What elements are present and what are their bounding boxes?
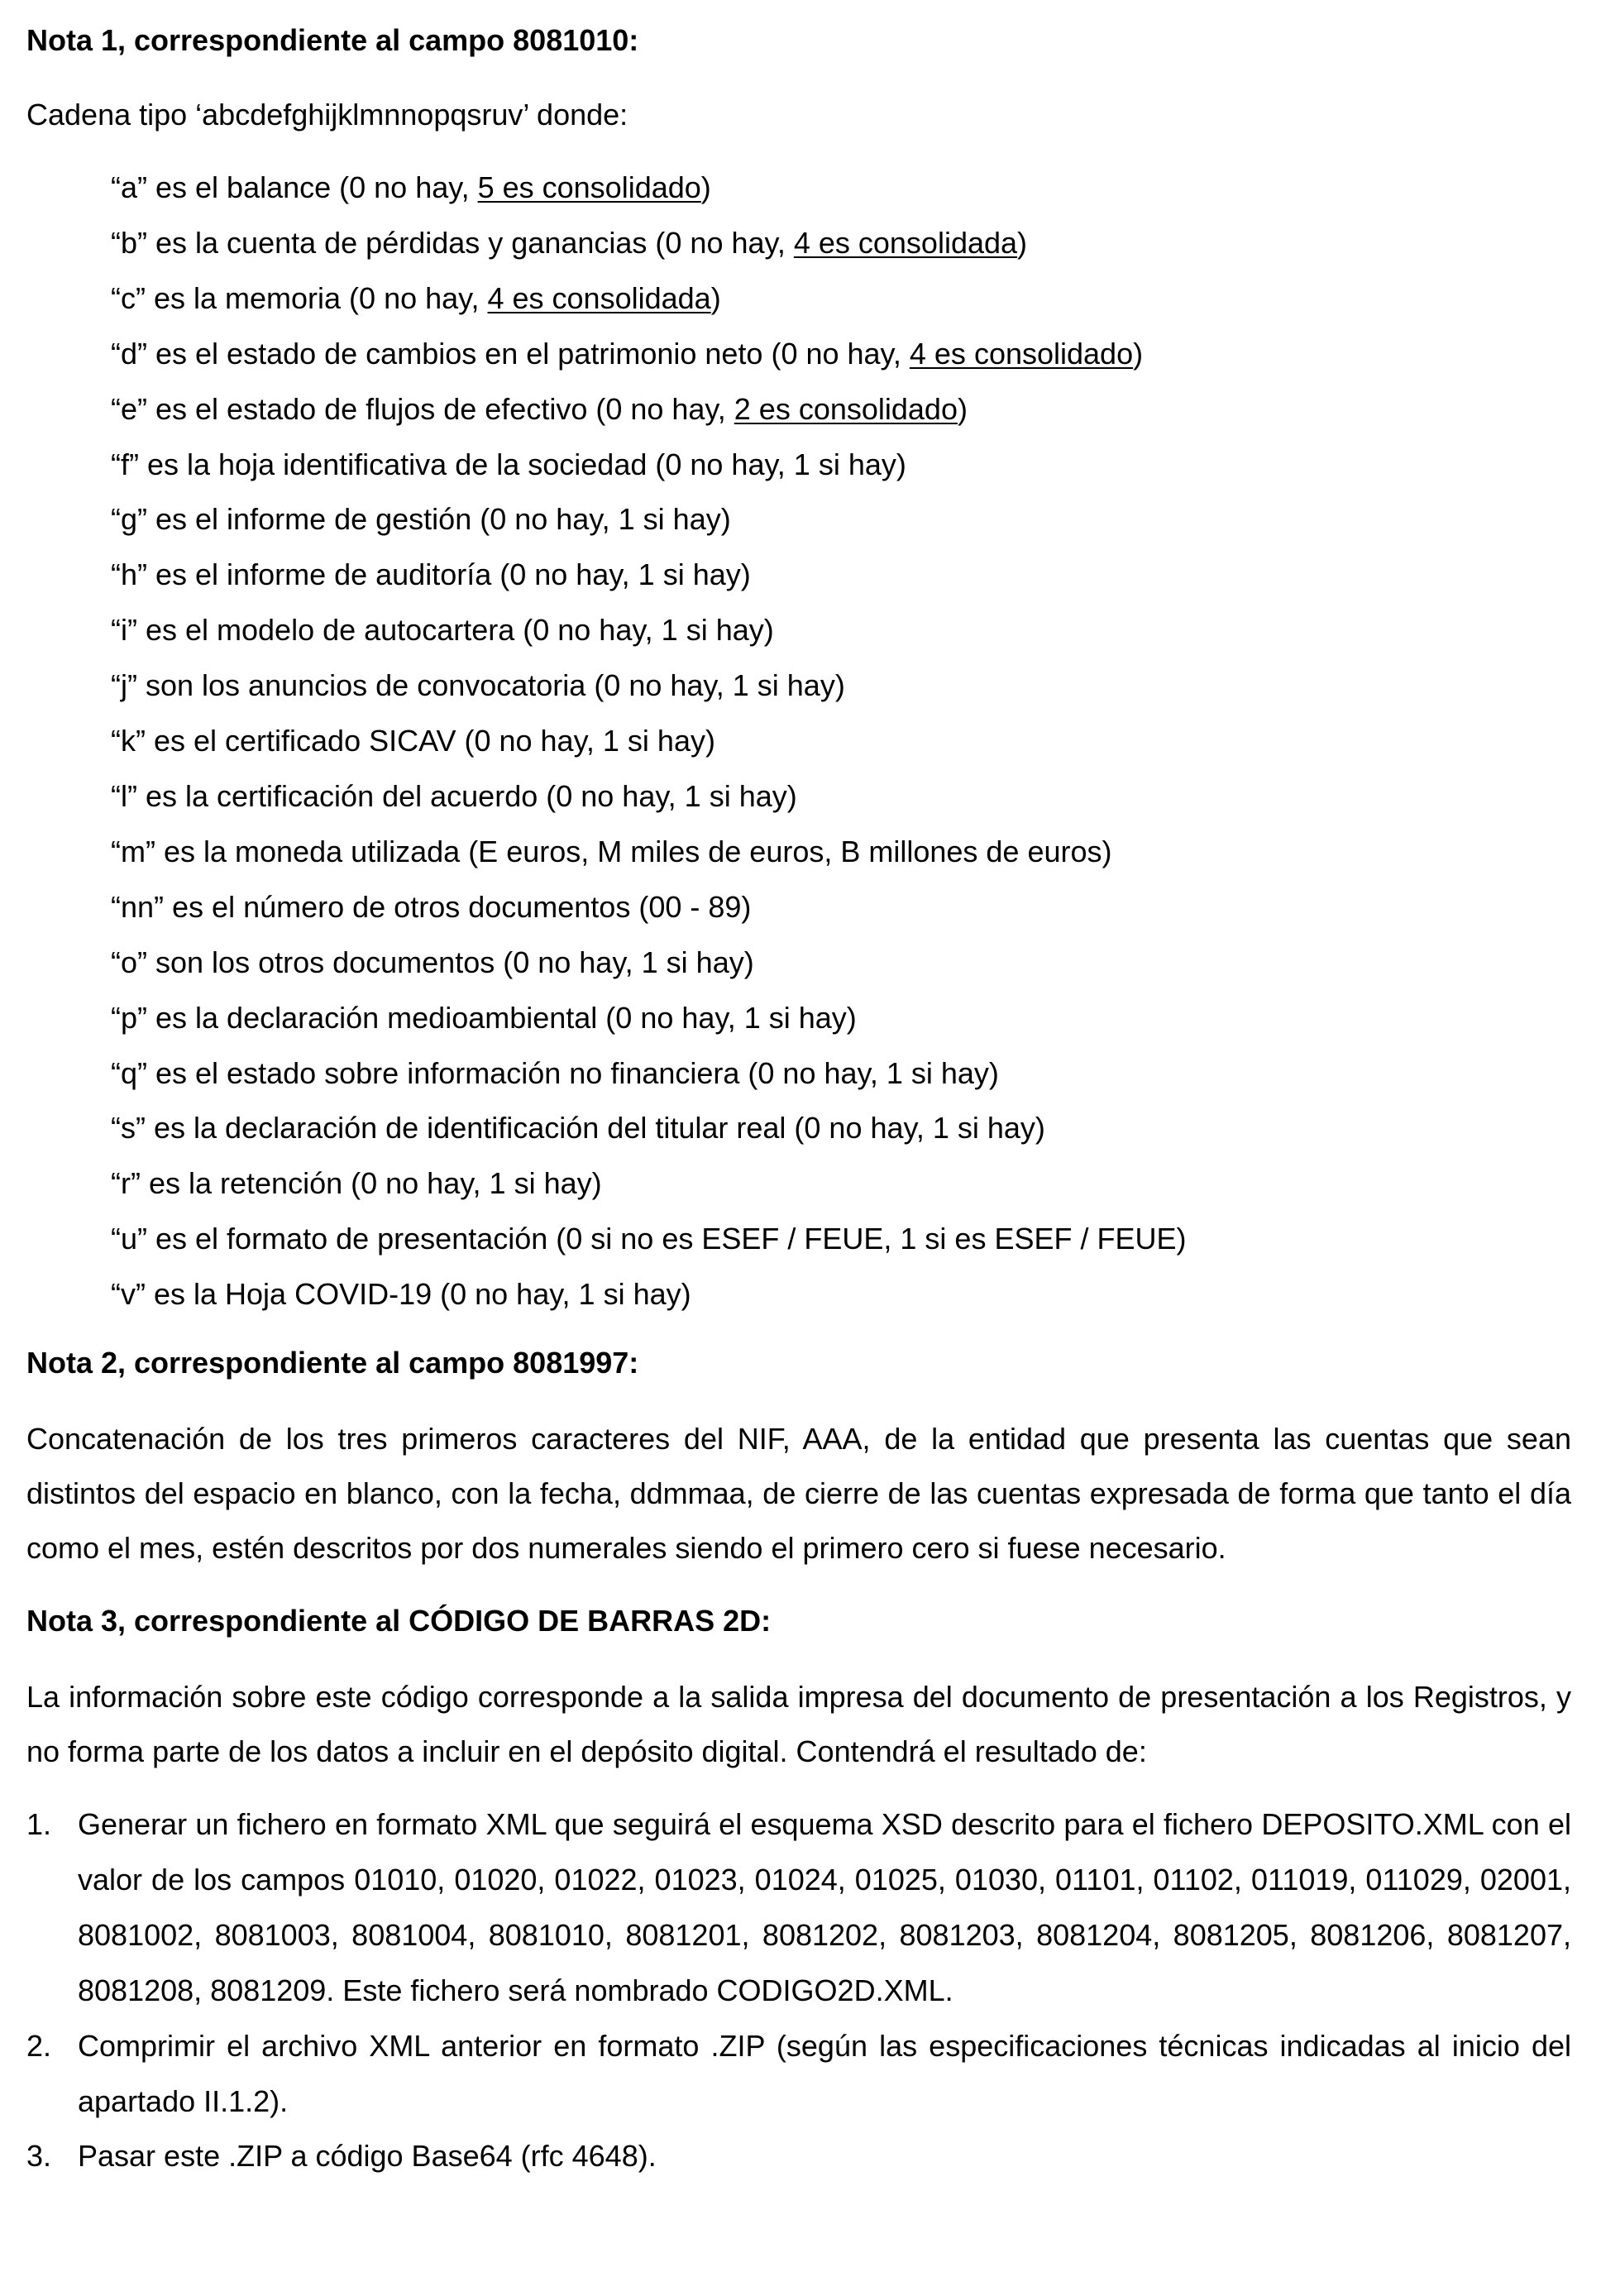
nota-3-step (26, 2129, 1571, 2184)
nota-1-item (111, 1046, 1571, 1102)
item-text: “j” son los anuncios de convocatoria (0 no hay, 1 si hay) (111, 668, 845, 703)
item-text-suffix: ) (710, 280, 721, 315)
item-text-suffix: ) (1133, 336, 1144, 371)
nota-1-item (111, 714, 1571, 769)
item-text: “v” es la Hoja COVID-19 (0 no hay, 1 si hay) (111, 1277, 691, 1312)
item-text: “i” es el modelo de autocartera (0 no hay, 1 si hay) (111, 613, 774, 648)
nota-1-item (111, 1267, 1571, 1323)
nota-1-item (111, 160, 1571, 216)
step-number: 2. (26, 2028, 52, 2063)
step-text: Generar un fichero en formato XML que seguirá el esquema XSD descrito para el fichero DEPOSITO.XML con el valor de los campos 01010, 01020, 01022, 01023, 01024, 01025, 01030, 01101, 01102, 011019, 011029, 02001, 8081002, 8081003, 8081004, 8081010, 8081201, 8081202, 8081203, 8081204, 8081205, 8081206, 8081207, 8081208, 8081209. Este fichero será nombrado CODIGO2D.XML. (78, 1807, 1571, 2007)
nota-1-item (111, 216, 1571, 271)
nota-1-item (111, 382, 1571, 438)
item-text: “u” es el formato de presentación (0 si no es ESEF / FEUE, 1 si es ESEF / FEUE) (111, 1222, 1187, 1256)
nota-1-intro: Cadena tipo ‘abcdefghijklmnnopqsruv’ donde: (26, 98, 628, 132)
item-text: “q” es el estado sobre información no financiera (0 no hay, 1 si hay) (111, 1055, 999, 1090)
nota-1-item (111, 603, 1571, 658)
item-text: “h” es el informe de auditoría (0 no hay, 1 si hay) (111, 557, 751, 592)
item-text: “l” es la certificación del acuerdo (0 no hay, 1 si hay) (111, 778, 797, 813)
item-text: “e” es el estado de flujos de efectivo (0 no hay, (111, 391, 734, 426)
nota-1-item (111, 271, 1571, 327)
nota-3-step (26, 1797, 1571, 2019)
nota-1-item (111, 327, 1571, 382)
step-text: Pasar este .ZIP a código Base64 (rfc 4648). (78, 2139, 657, 2174)
item-text: “b” es la cuenta de pérdidas y ganancias (0 no hay, (111, 225, 794, 260)
nota-1-heading: Nota 1, correspondiente al campo 8081010: (26, 23, 639, 57)
item-text: “o” son los otros documentos (0 no hay, 1 si hay) (111, 945, 754, 979)
nota-1-item (111, 658, 1571, 714)
nota-1-item (111, 548, 1571, 603)
item-text: “a” es el balance (0 no hay, (111, 170, 478, 204)
step-text: Comprimir el archivo XML anterior en formato .ZIP (según las especificaciones técnicas indicadas al inicio del apartado II.1.2). (78, 2028, 1571, 2118)
item-text: “s” es la declaración de identificación del titular real (0 no hay, 1 si hay) (111, 1111, 1045, 1146)
item-underlined-value: 2 es consolidado (734, 391, 958, 426)
item-underlined-value: 5 es consolidado (477, 170, 701, 204)
nota-1-item (111, 1212, 1571, 1267)
nota-1-item (111, 825, 1571, 880)
item-text: “r” es la retención (0 no hay, 1 si hay) (111, 1166, 602, 1201)
nota-3-step-list (26, 1797, 1571, 2184)
nota-3-step (26, 2019, 1571, 2130)
item-text: “nn” es el número de otros documentos (00 - 89) (111, 889, 752, 924)
item-text: “m” es la moneda utilizada (E euros, M miles de euros, B millones de euros) (111, 834, 1112, 868)
nota-1-item (111, 492, 1571, 548)
nota-1-item (111, 880, 1571, 935)
nota-1-item (111, 935, 1571, 991)
nota-3-heading: Nota 3, correspondiente al CÓDIGO DE BARRAS 2D: (26, 1604, 772, 1638)
item-text: “d” es el estado de cambios en el patrimonio neto (0 no hay, (111, 336, 910, 371)
item-text: “p” es la declaración medioambiental (0 no hay, 1 si hay) (111, 1000, 857, 1035)
nota-1-item (111, 1156, 1571, 1212)
nota-3-paragraph: La información sobre este código corresponde a la salida impresa del documento de presentación a los Registros, y no forma parte de los datos a incluir en el depósito digital. Contendrá el resultado de: (26, 1680, 1571, 1769)
document-page (26, 18, 1571, 2184)
nota-1-item (111, 991, 1571, 1046)
item-text: “f” es la hoja identificativa de la sociedad (0 no hay, 1 si hay) (111, 447, 906, 481)
step-number: 3. (26, 2139, 52, 2174)
nota-2-paragraph: Concatenación de los tres primeros caracteres del NIF, AAA, de la entidad que presenta las cuentas que sean distintos del espacio en blanco, con la fecha, ddmmaa, de cierre de las cuentas expresada de forma que tanto el día como el mes, estén descritos por dos numerales siendo el primero cero si fuese necesario. (26, 1422, 1571, 1566)
item-text-suffix: ) (1017, 225, 1028, 260)
nota-2-heading: Nota 2, correspondiente al campo 8081997: (26, 1346, 639, 1380)
item-underlined-value: 4 es consolidado (909, 336, 1134, 371)
item-text: “g” es el informe de gestión (0 no hay, 1 si hay) (111, 502, 731, 537)
item-underlined-value: 4 es consolidada (793, 225, 1018, 260)
item-underlined-value: 4 es consolidada (487, 280, 711, 315)
item-text-suffix: ) (700, 170, 711, 204)
nota-1-item (111, 1101, 1571, 1156)
nota-1-item (111, 769, 1571, 825)
nota-1-item-list (26, 160, 1571, 1323)
item-text-suffix: ) (957, 391, 968, 426)
nota-1-item (111, 438, 1571, 493)
item-text: “k” es el certificado SICAV (0 no hay, 1 si hay) (111, 724, 715, 758)
item-text: “c” es la memoria (0 no hay, (111, 280, 488, 315)
step-number: 1. (26, 1807, 52, 1842)
